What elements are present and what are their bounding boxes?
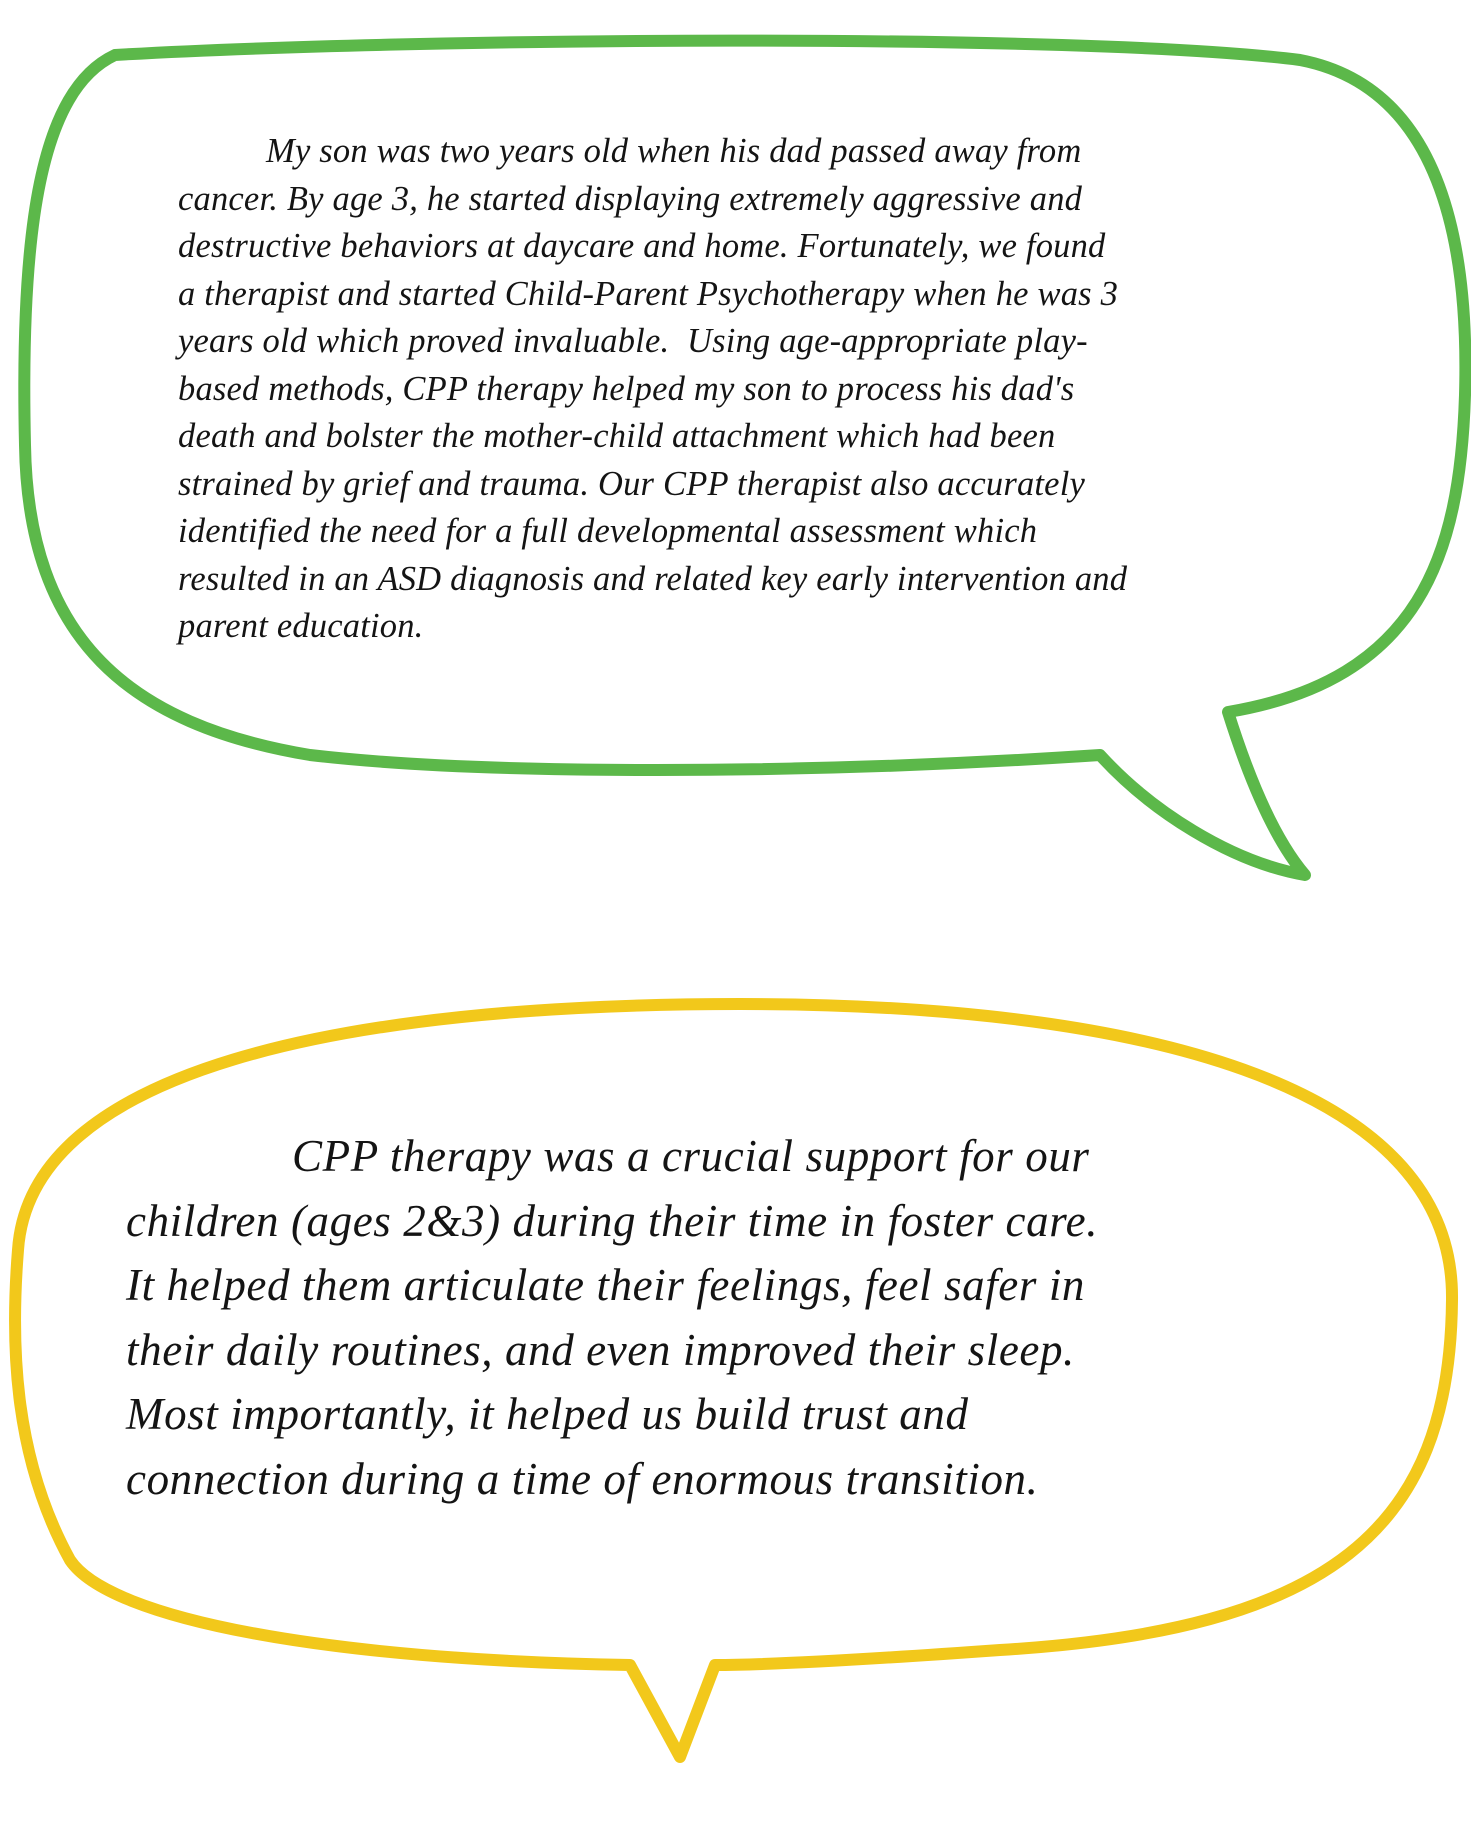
text-line: parent education. (178, 607, 424, 645)
text-line: years old which proved invaluable. Using age-appropriate play- (178, 322, 1088, 360)
text-line: their daily routines, and even improved their sleep. (126, 1324, 1075, 1375)
text-line: cancer. By age 3, he started displaying extremely aggressive and (178, 179, 1083, 218)
text-line: based methods, CPP therapy helped my son to process his dad's (178, 369, 1075, 408)
text-line: identified the need for a full developmental assessment which (178, 512, 1038, 550)
text-line: It helped them articulate their feelings, feel safer in (126, 1260, 1086, 1310)
text-line: CPP therapy was a crucial support for our (292, 1131, 1090, 1181)
text-line: connection during a time of enormous transition. (126, 1453, 1039, 1504)
text-line: death and bolster the mother-child attachment which had been (178, 417, 1056, 455)
text-line: destructive behaviors at daycare and home. Fortunately, we found (178, 227, 1106, 265)
foster-care-testimonial-text (126, 1124, 1326, 1511)
text-line: children (ages 2&3) during their time in foster care. (126, 1195, 1099, 1246)
text-line: My son was two years old when his dad passed away from (266, 132, 1082, 170)
text-line: strained by grief and trauma. Our CPP therapist also accurately (178, 464, 1085, 503)
text-line: a therapist and started Child-Parent Psychotherapy when he was 3 (178, 274, 1119, 313)
grief-testimonial-text (178, 128, 1328, 651)
text-line: resulted in an ASD diagnosis and related key early intervention and (178, 559, 1128, 598)
text-line: Most importantly, it helped us build trust and (126, 1389, 969, 1439)
